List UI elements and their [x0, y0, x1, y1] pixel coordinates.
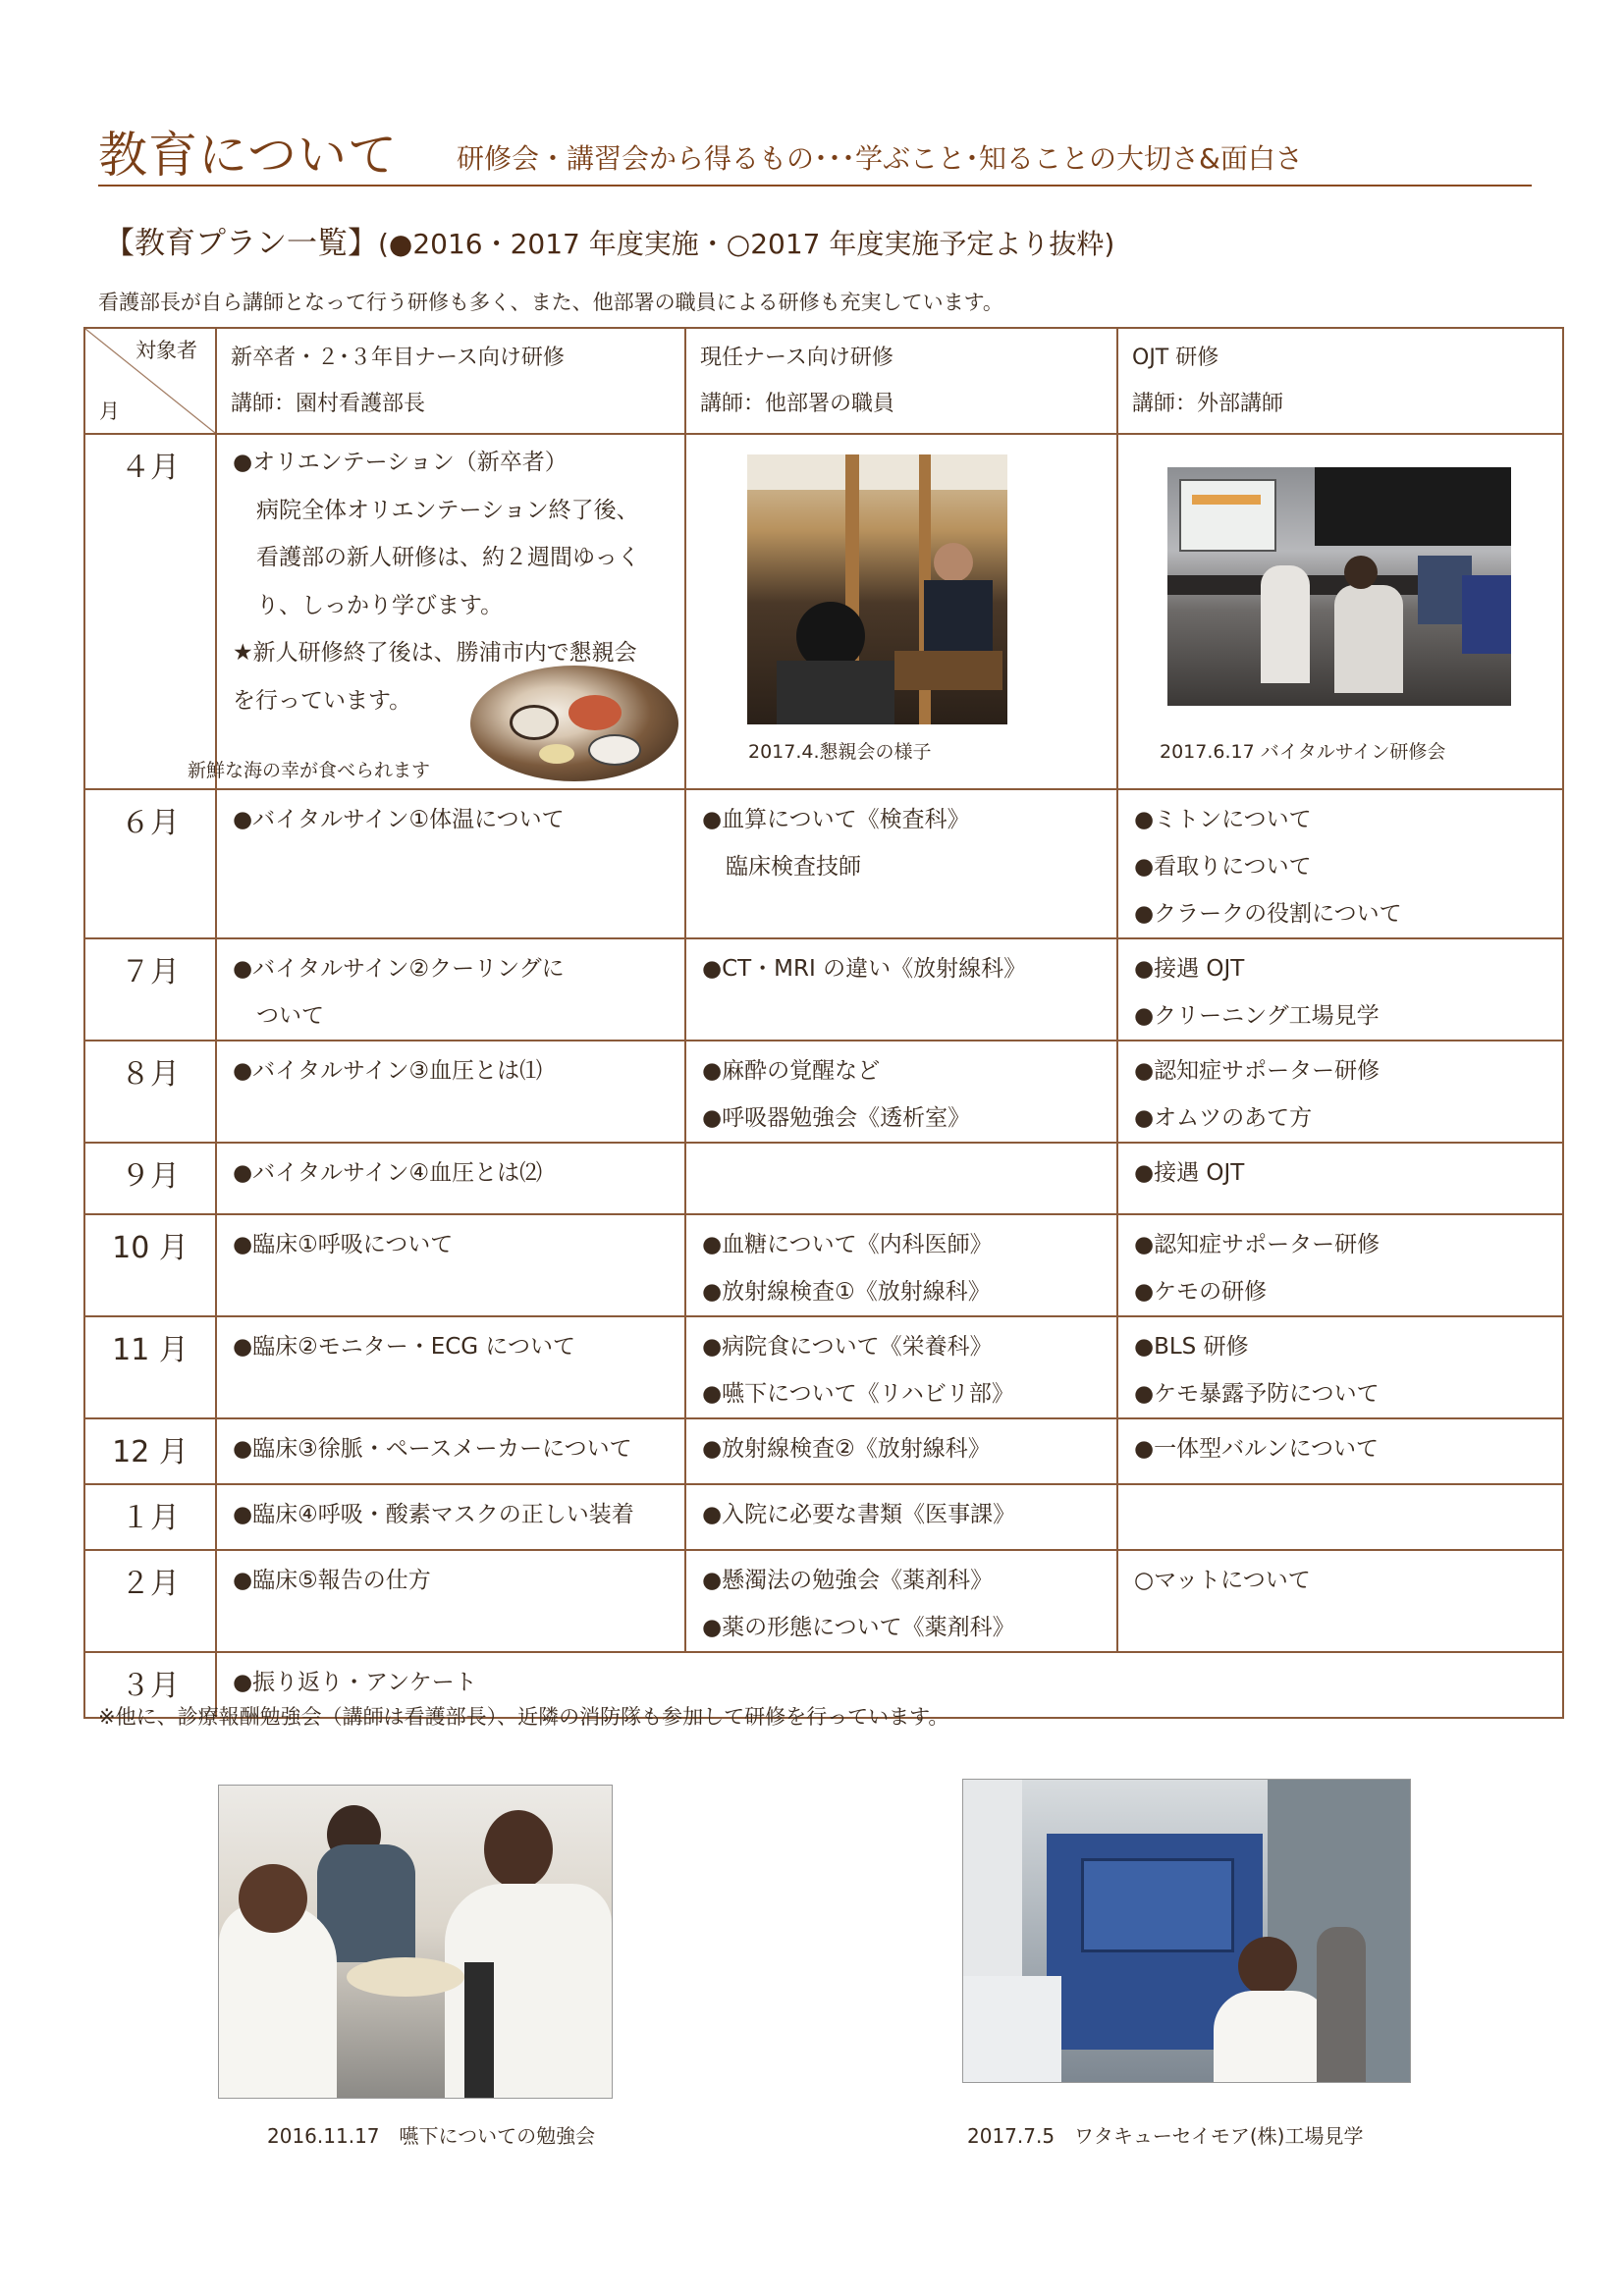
- table-row-october: [84, 1214, 1563, 1316]
- column-lecturer: 講師：外部講師: [1132, 392, 1284, 416]
- ojt-cell: [1117, 1214, 1563, 1316]
- training-item: ●接遇 OJT: [1134, 956, 1245, 982]
- current-nurse-cell: [685, 1143, 1117, 1214]
- new-nurse-cell: [216, 789, 685, 938]
- seafood-photo: [470, 666, 678, 781]
- training-item: ●バイタルサイン③血圧とは⑴: [233, 1058, 543, 1084]
- training-item: ●ミトンについて: [1134, 807, 1312, 832]
- training-item: ●臨床⑤報告の仕方: [233, 1568, 431, 1593]
- ojt-cell: [1117, 1484, 1563, 1550]
- month-cell: ８月: [84, 1041, 216, 1143]
- month-cell: ２月: [84, 1550, 216, 1652]
- training-item: ●ケモの研修: [1134, 1279, 1268, 1305]
- training-item: ●オムツのあて方: [1134, 1105, 1313, 1131]
- column-header-ojt: [1117, 328, 1563, 434]
- column-title: 新卒者・２･３年目ナース向け研修: [231, 346, 565, 370]
- training-item: ●BLS 研修: [1134, 1334, 1249, 1360]
- new-nurse-cell: [216, 1214, 685, 1316]
- training-item: ●臨床②モニター・ECG について: [233, 1334, 575, 1360]
- table-row-december: [84, 1418, 1563, 1484]
- table-row-january: [84, 1484, 1563, 1550]
- month-cell: １月: [84, 1484, 216, 1550]
- month-cell: 11 月: [84, 1316, 216, 1418]
- month-cell: ３月: [84, 1652, 216, 1718]
- corner-cell: [84, 328, 216, 434]
- training-item: ●認知症サポーター研修: [1134, 1232, 1380, 1257]
- new-nurse-cell: [216, 1143, 685, 1214]
- training-item: ●放射線検査①《放射線科》: [702, 1279, 991, 1305]
- corner-target-label: 対象者: [135, 339, 197, 362]
- table-header-row: [84, 328, 1563, 434]
- training-item: ●臨床①呼吸について: [233, 1232, 454, 1257]
- current-nurse-cell: [685, 938, 1117, 1041]
- month-cell: ６月: [84, 789, 216, 938]
- training-item: ●懸濁法の勉強会《薬剤科》: [702, 1568, 994, 1593]
- table-row-june: [84, 789, 1563, 938]
- april-current-nurse-cell: [685, 434, 1117, 789]
- new-nurse-cell: [216, 1484, 685, 1550]
- training-item: ついて: [256, 1003, 324, 1029]
- training-item: ●バイタルサイン①体温について: [233, 807, 565, 832]
- april-line: 病院全体オリエンテーション終了後、: [256, 497, 639, 523]
- training-item: ●病院食について《栄養科》: [702, 1334, 993, 1360]
- training-item: ●ケモ暴露予防について: [1134, 1381, 1380, 1407]
- column-title: OJT 研修: [1132, 346, 1219, 370]
- factory-tour-photo: [962, 1779, 1411, 2083]
- april-line: ●オリエンテーション（新卒者）: [233, 450, 568, 475]
- plan-heading: [104, 218, 1114, 262]
- training-item: ●クリーニング工場見学: [1134, 1003, 1380, 1029]
- current-nurse-cell: [685, 1041, 1117, 1143]
- training-item: ●振り返り・アンケート: [233, 1670, 477, 1695]
- seminar-photo-caption: 2017.6.17 バイタルサイン研修会: [1160, 741, 1446, 763]
- training-item: ●バイタルサイン④血圧とは⑵: [233, 1160, 543, 1186]
- ojt-cell: [1117, 1316, 1563, 1418]
- page-subtitle: 研修会・講習会から得るもの･･･学ぶこと･知ることの大切さ&面白さ: [457, 142, 1303, 175]
- training-item: ●CT・MRI の違い《放射線科》: [702, 956, 1027, 982]
- training-item: ●クラークの役割について: [1134, 901, 1402, 927]
- current-nurse-cell: [685, 789, 1117, 938]
- swallowing-study-caption: 2016.11.17 嚥下についての勉強会: [267, 2124, 596, 2148]
- new-nurse-cell: [216, 1041, 685, 1143]
- ojt-cell: [1117, 789, 1563, 938]
- training-item: ●接遇 OJT: [1134, 1160, 1245, 1186]
- new-nurse-cell: [216, 938, 685, 1041]
- page-title: 教育について: [98, 127, 398, 184]
- table-row-july: [84, 938, 1563, 1041]
- training-item: ●臨床③徐脈・ペースメーカーについて: [233, 1436, 632, 1462]
- training-item: ●呼吸器勉強会《透析室》: [702, 1105, 971, 1131]
- training-item: 臨床検査技師: [726, 854, 861, 880]
- training-item: ●認知症サポーター研修: [1134, 1058, 1380, 1084]
- ojt-cell: [1117, 1041, 1563, 1143]
- month-cell: 10 月: [84, 1214, 216, 1316]
- plan-heading-title: 【教育プラン一覧】: [104, 226, 378, 261]
- ojt-cell: [1117, 1550, 1563, 1652]
- training-item: ●血糖について《内科医師》: [702, 1232, 993, 1257]
- april-ojt-cell: [1117, 434, 1563, 789]
- factory-tour-caption: 2017.7.5 ワタキューセイモア(株)工場見学: [967, 2124, 1364, 2148]
- training-item: ●放射線検査②《放射線科》: [702, 1436, 991, 1462]
- column-lecturer: 講師：他部署の職員: [700, 392, 895, 416]
- current-nurse-cell: [685, 1550, 1117, 1652]
- table-row-april: [84, 434, 1563, 789]
- column-lecturer: 講師：園村看護部長: [231, 392, 426, 416]
- column-title: 現任ナース向け研修: [700, 346, 893, 370]
- current-nurse-cell: [685, 1418, 1117, 1484]
- april-line: り、しっかり学びます。: [256, 592, 504, 618]
- ojt-cell: [1117, 1418, 1563, 1484]
- current-nurse-cell: [685, 1484, 1117, 1550]
- april-new-nurse-cell: [188, 434, 685, 789]
- plan-heading-note: (●2016・2017 年度実施・○2017 年度実施予定より抜粋): [378, 228, 1115, 260]
- training-item: ●薬の形態について《薬剤科》: [702, 1615, 1015, 1640]
- table-row-august: [84, 1041, 1563, 1143]
- corner-month-label: 月: [99, 400, 120, 423]
- party-photo-caption: 2017.4.懇親会の様子: [748, 741, 932, 763]
- month-cell: 12 月: [84, 1418, 216, 1484]
- month-cell: ９月: [84, 1143, 216, 1214]
- column-header-new-nurses: [216, 328, 685, 434]
- footnote: ※他に、診療報酬勉強会（講師は看護部長）、近隣の消防隊も参加して研修を行っています。: [98, 1705, 949, 1729]
- training-item: ●麻酔の覚醒など: [702, 1058, 881, 1084]
- training-item: ●バイタルサイン②クーリングに: [233, 956, 565, 982]
- april-line: 看護部の新人研修は、約２週間ゆっく: [256, 545, 640, 570]
- vital-sign-seminar-photo: [1167, 467, 1511, 706]
- ojt-cell: [1117, 1143, 1563, 1214]
- new-nurse-cell: [216, 1316, 685, 1418]
- party-photo: [747, 454, 1007, 724]
- new-nurse-cell: [216, 1418, 685, 1484]
- month-cell: ７月: [84, 938, 216, 1041]
- training-item: ●嚥下について《リハビリ部》: [702, 1381, 1014, 1407]
- intro-text: 看護部長が自ら講師となって行う研修も多く、また、他部署の職員による研修も充実しています。: [98, 291, 1003, 314]
- education-plan-table: [83, 327, 1564, 1719]
- seafood-caption: 新鮮な海の幸が食べられます: [188, 760, 431, 781]
- training-item: ●血算について《検査科》: [702, 807, 970, 832]
- swallowing-study-photo: [218, 1785, 613, 2099]
- april-line: ★新人研修終了後は、勝浦市内で懇親会: [233, 640, 637, 666]
- current-nurse-cell: [685, 1316, 1117, 1418]
- table-row-september: [84, 1143, 1563, 1214]
- ojt-cell: [1117, 938, 1563, 1041]
- training-item: ●臨床④呼吸・酸素マスクの正しい装着: [233, 1502, 634, 1527]
- new-nurse-cell: [216, 1550, 685, 1652]
- column-header-current-nurses: [685, 328, 1117, 434]
- training-item: ○マットについて: [1134, 1568, 1311, 1593]
- month-cell: ４月: [84, 434, 216, 789]
- training-item: ●看取りについて: [1134, 854, 1312, 880]
- current-nurse-cell: [685, 1214, 1117, 1316]
- training-item: ●一体型バルンについて: [1134, 1436, 1380, 1462]
- table-row-november: [84, 1316, 1563, 1418]
- table-row-february: [84, 1550, 1563, 1652]
- training-item: ●入院に必要な書類《医事課》: [702, 1502, 1016, 1527]
- april-line: を行っています。: [233, 687, 412, 714]
- title-row: [98, 116, 1532, 187]
